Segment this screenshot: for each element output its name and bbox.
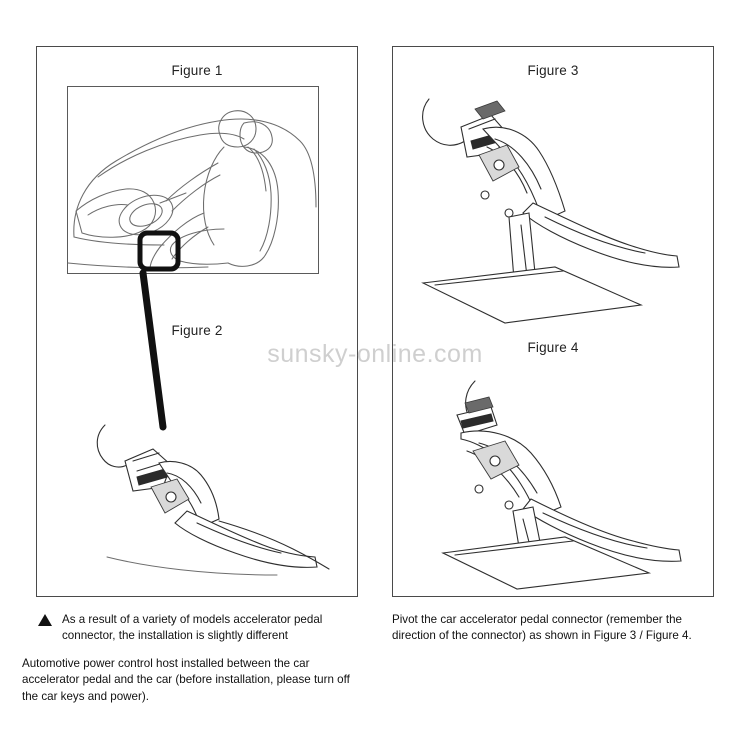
right-body-caption: Pivot the car accelerator pedal connector (remember the direction of the connector) as shown in Figure 3 / Figure 4.: [392, 613, 692, 643]
watermark: sunsky-online.com: [267, 340, 483, 368]
figure-1-scene-box: [67, 86, 319, 274]
figure-4-label: Figure 4: [527, 340, 579, 355]
panel-left: [36, 46, 358, 597]
warning-caption: As a result of a variety of models accelerator pedal connector, the installation is slightly different: [62, 613, 323, 643]
figure-2-label: Figure 2: [171, 323, 223, 338]
car-interior-illustration: [68, 87, 320, 275]
figure-4-illustration: [433, 377, 703, 592]
figure-3-label: Figure 3: [527, 63, 579, 78]
left-body-caption: Automotive power control host installed between the car accelerator pedal and the car (before installation, please turn off the car keys and power).: [22, 657, 350, 703]
warning-triangle-icon: [38, 614, 52, 626]
figure-3-illustration: [413, 85, 703, 320]
panel-right: [392, 46, 714, 597]
figure-1-label: Figure 1: [171, 63, 223, 78]
figure-2-illustration: [67, 417, 337, 582]
